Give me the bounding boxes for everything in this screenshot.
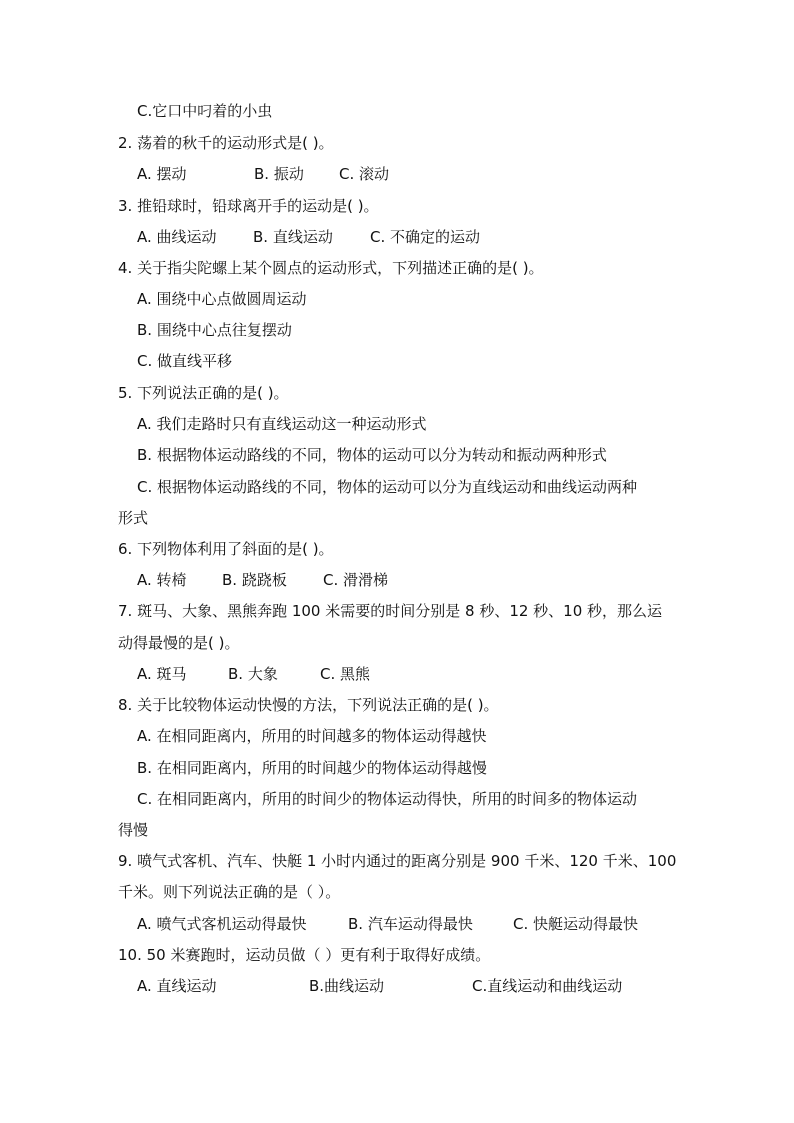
question-9-stem: 9. 喷气式客机、汽车、快艇 1 小时内通过的距离分别是 900 千米、120 千米、100 [118,852,677,870]
question-7-stem: 7. 斑马、大象、黑熊奔跑 100 米需要的时间分别是 8 秒、12 秒、10 秒，那么运 [118,602,663,620]
question-3-stem: 3. 推铅球时，铅球离开手的运动是( )。 [118,197,379,215]
question-4-stem: 4. 关于指尖陀螺上某个圆点的运动形式，下列描述正确的是( )。 [118,259,544,277]
question-6-option-c: C. 滑滑梯 [323,571,389,589]
question-8-option-b: B. 在相同距离内，所用的时间越少的物体运动得越慢 [137,759,487,777]
question-10-option-c: C.直线运动和曲线运动 [472,977,623,995]
question-10-options [137,976,622,996]
prev-option-c: C.它口中叼着的小虫 [137,102,273,120]
question-10-option-a: A. 直线运动 [137,977,217,995]
question-5-option-c-continued: 形式 [118,509,149,527]
question-4-option-b: B. 围绕中心点往复摆动 [137,321,292,339]
question-4-option-a: A. 围绕中心点做圆周运动 [137,290,307,308]
question-10-stem: 10. 50 米赛跑时，运动员做（ ）更有利于取得好成绩。 [118,946,491,964]
question-5-option-b: B. 根据物体运动路线的不同，物体的运动可以分为转动和振动两种形式 [137,446,607,464]
question-8-option-c: C. 在相同距离内，所用的时间少的物体运动得快，所用的时间多的物体运动 [137,790,638,808]
question-9-options [137,914,638,934]
question-5-stem: 5. 下列说法正确的是( )。 [118,384,289,402]
question-4-option-c: C. 做直线平移 [137,352,233,370]
question-7-option-b: B. 大象 [228,665,278,683]
question-6-option-a: A. 转椅 [137,571,187,589]
question-8-option-a: A. 在相同距离内，所用的时间越多的物体运动得越快 [137,727,487,745]
question-6-options [137,570,388,590]
question-10-option-b: B.曲线运动 [309,977,385,995]
question-3-option-a: A. 曲线运动 [137,228,217,246]
question-9-stem-continued: 千米。则下列说法正确的是（ ）。 [118,883,341,901]
question-7-option-c: C. 黑熊 [320,665,371,683]
question-6-option-b: B. 跷跷板 [222,571,287,589]
question-3-option-c: C. 不确定的运动 [370,228,481,246]
question-8-stem: 8. 关于比较物体运动快慢的方法，下列说法正确的是( )。 [118,696,499,714]
question-5-option-c: C. 根据物体运动路线的不同，物体的运动可以分为直线运动和曲线运动两种 [137,478,638,496]
question-2-option-b: B. 振动 [254,165,304,183]
question-9-option-a: A. 喷气式客机运动得最快 [137,915,307,933]
question-9-option-c: C. 快艇运动得最快 [513,915,639,933]
question-8-option-c-continued: 得慢 [118,821,149,839]
question-9-option-b: B. 汽车运动得最快 [348,915,473,933]
question-2-options [137,164,389,184]
question-2-stem: 2. 荡着的秋千的运动形式是( )。 [118,134,334,152]
question-6-stem: 6. 下列物体利用了斜面的是( )。 [118,540,334,558]
question-5-option-a: A. 我们走路时只有直线运动这一种运动形式 [137,415,427,433]
question-2-option-a: A. 摆动 [137,165,187,183]
question-7-option-a: A. 斑马 [137,665,187,683]
question-7-stem-continued: 动得最慢的是( )。 [118,634,240,652]
question-3-option-b: B. 直线运动 [253,228,333,246]
question-7-options [137,664,370,684]
question-2-option-c: C. 滚动 [339,165,390,183]
question-3-options [137,227,480,247]
